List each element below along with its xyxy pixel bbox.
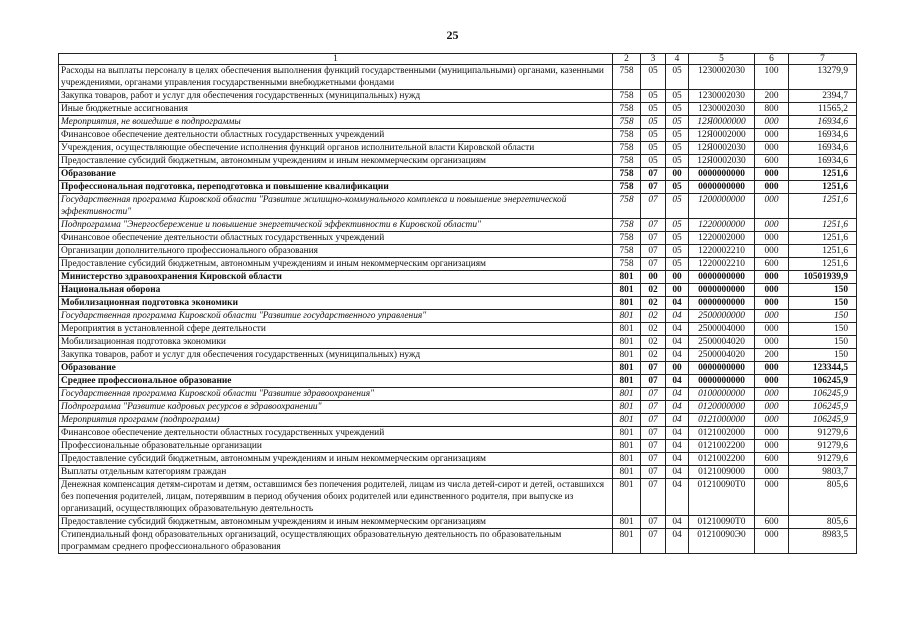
amount-cell: 16934,6	[789, 142, 857, 155]
target-article-cell: 12Я0002030	[689, 155, 755, 168]
amount-cell: 16934,6	[789, 116, 857, 129]
table-row	[59, 297, 857, 310]
amount-cell: 1251,6	[789, 258, 857, 271]
expenditure-name-cell: Денежная компенсация детям-сиротам и детям, оставшимся без попечения родителей, лицам из числа детей-сирот и детей, оставшихся без попечения родителей, лицам, потерявшим в период обучения обоих родителей или единственного родителя, при выпуске из организаций, осуществляющих образовательную деятельность	[59, 479, 613, 516]
amount-cell: 805,6	[789, 479, 857, 516]
amount-cell: 1251,6	[789, 168, 857, 181]
ministry-code-cell: 801	[613, 427, 641, 440]
ministry-code-cell: 801	[613, 310, 641, 323]
ministry-code-cell: 801	[613, 516, 641, 529]
section-code-cell: 02	[641, 323, 666, 336]
section-code-cell: 07	[641, 401, 666, 414]
ministry-code-cell: 801	[613, 297, 641, 310]
expense-type-cell: 000	[755, 336, 789, 349]
ministry-code-cell: 801	[613, 271, 641, 284]
table-row	[59, 168, 857, 181]
subsection-code-cell: 04	[666, 323, 689, 336]
table-row	[59, 466, 857, 479]
target-article-cell: 12Я0000000	[689, 116, 755, 129]
amount-cell: 150	[789, 297, 857, 310]
amount-cell: 16934,6	[789, 129, 857, 142]
subsection-code-cell: 04	[666, 388, 689, 401]
expense-type-cell: 000	[755, 168, 789, 181]
expense-type-cell: 200	[755, 90, 789, 103]
subsection-code-cell: 00	[666, 362, 689, 375]
amount-cell: 805,6	[789, 516, 857, 529]
target-article-cell: 1220002210	[689, 245, 755, 258]
section-code-cell: 07	[641, 529, 666, 554]
expenditure-name-cell: Мобилизационная подготовка экономики	[59, 297, 613, 310]
expense-type-cell: 000	[755, 116, 789, 129]
section-code-cell: 07	[641, 362, 666, 375]
subsection-code-cell: 05	[666, 232, 689, 245]
expense-type-cell: 000	[755, 142, 789, 155]
section-code-cell: 07	[641, 479, 666, 516]
ministry-code-cell: 758	[613, 219, 641, 232]
expense-type-cell: 000	[755, 310, 789, 323]
section-code-cell: 02	[641, 349, 666, 362]
section-code-cell: 07	[641, 466, 666, 479]
expenditure-name-cell: Иные бюджетные ассигнования	[59, 103, 613, 116]
expenditure-name-cell: Образование	[59, 362, 613, 375]
ministry-code-cell: 758	[613, 155, 641, 168]
subsection-code-cell: 05	[666, 129, 689, 142]
target-article-cell: 1230002030	[689, 65, 755, 90]
amount-cell: 150	[789, 310, 857, 323]
expense-type-cell: 000	[755, 271, 789, 284]
ministry-code-cell: 801	[613, 349, 641, 362]
table-row	[59, 258, 857, 271]
table-row	[59, 453, 857, 466]
expense-type-cell: 000	[755, 194, 789, 219]
target-article-cell: 0000000000	[689, 271, 755, 284]
expenditure-name-cell: Профессиональные образовательные организации	[59, 440, 613, 453]
target-article-cell: 2500004020	[689, 349, 755, 362]
amount-cell: 150	[789, 349, 857, 362]
subsection-code-cell: 04	[666, 336, 689, 349]
target-article-cell: 0000000000	[689, 168, 755, 181]
target-article-cell: 0000000000	[689, 284, 755, 297]
expenditure-name-cell: Мероприятия программ (подпрограмм)	[59, 414, 613, 427]
expenditure-name-cell: Государственная программа Кировской области "Развитие государственного управления"	[59, 310, 613, 323]
expenditure-name-cell: Финансовое обеспечение деятельности областных государственных учреждений	[59, 232, 613, 245]
expense-type-cell: 000	[755, 440, 789, 453]
table-row	[59, 116, 857, 129]
section-code-cell: 05	[641, 142, 666, 155]
expenditure-name-cell: Подпрограмма "Энергосбережение и повышение энергетической эффективности в Кировской области"	[59, 219, 613, 232]
target-article-cell: 0121002000	[689, 427, 755, 440]
section-code-cell: 07	[641, 181, 666, 194]
amount-cell: 106245,9	[789, 375, 857, 388]
subsection-code-cell: 05	[666, 194, 689, 219]
target-article-cell: 0121009000	[689, 466, 755, 479]
ministry-code-cell: 758	[613, 245, 641, 258]
table-row	[59, 362, 857, 375]
ministry-code-cell: 758	[613, 181, 641, 194]
target-article-cell: 0121002200	[689, 453, 755, 466]
expense-type-cell: 000	[755, 401, 789, 414]
target-article-cell: 12Я0002000	[689, 129, 755, 142]
section-code-cell: 07	[641, 168, 666, 181]
subsection-code-cell: 05	[666, 245, 689, 258]
expenditure-name-cell: Национальная оборона	[59, 284, 613, 297]
subsection-code-cell: 04	[666, 466, 689, 479]
expenditure-name-cell: Мероприятия, не вошедшие в подпрограммы	[59, 116, 613, 129]
amount-cell: 1251,6	[789, 245, 857, 258]
subsection-code-cell: 00	[666, 168, 689, 181]
expenditure-name-cell: Подпрограмма "Развитие кадровых ресурсов в здравоохранении"	[59, 401, 613, 414]
ministry-code-cell: 801	[613, 529, 641, 554]
subsection-code-cell: 00	[666, 284, 689, 297]
amount-cell: 150	[789, 336, 857, 349]
column-header-5: 5	[689, 54, 755, 65]
expense-type-cell: 600	[755, 258, 789, 271]
expense-type-cell: 200	[755, 349, 789, 362]
expense-type-cell: 600	[755, 155, 789, 168]
expenditure-name-cell: Финансовое обеспечение деятельности областных государственных учреждений	[59, 129, 613, 142]
amount-cell: 16934,6	[789, 155, 857, 168]
section-code-cell: 02	[641, 297, 666, 310]
subsection-code-cell: 04	[666, 375, 689, 388]
table-row	[59, 129, 857, 142]
ministry-code-cell: 758	[613, 90, 641, 103]
target-article-cell: 2500004000	[689, 323, 755, 336]
subsection-code-cell: 04	[666, 479, 689, 516]
amount-cell: 91279,6	[789, 427, 857, 440]
expenditure-name-cell: Государственная программа Кировской области "Развитие здравоохранения"	[59, 388, 613, 401]
table-row	[59, 271, 857, 284]
expenditure-name-cell: Мобилизационная подготовка экономики	[59, 336, 613, 349]
table-row	[59, 440, 857, 453]
section-code-cell: 07	[641, 232, 666, 245]
table-row	[59, 90, 857, 103]
expenditure-name-cell: Организации дополнительного профессионального образования	[59, 245, 613, 258]
target-article-cell: 2500000000	[689, 310, 755, 323]
ministry-code-cell: 801	[613, 466, 641, 479]
amount-cell: 1251,6	[789, 181, 857, 194]
ministry-code-cell: 801	[613, 479, 641, 516]
target-article-cell: 01210090Э0	[689, 529, 755, 554]
section-code-cell: 02	[641, 336, 666, 349]
subsection-code-cell: 00	[666, 271, 689, 284]
section-code-cell: 07	[641, 258, 666, 271]
table-row	[59, 375, 857, 388]
ministry-code-cell: 801	[613, 388, 641, 401]
expense-type-cell: 000	[755, 297, 789, 310]
expenditure-name-cell: Предоставление субсидий бюджетным, автономным учреждениям и иным некоммерческим организациям	[59, 453, 613, 466]
expenditure-name-cell: Государственная программа Кировской области "Развитие жилищно-коммунального комплекса и повышение энергетической эффективности"	[59, 194, 613, 219]
expense-type-cell: 000	[755, 323, 789, 336]
subsection-code-cell: 04	[666, 310, 689, 323]
table-row	[59, 336, 857, 349]
table-row	[59, 427, 857, 440]
budget-table	[58, 53, 857, 554]
expense-type-cell: 000	[755, 529, 789, 554]
table-row	[59, 414, 857, 427]
table-row	[59, 310, 857, 323]
target-article-cell: 0000000000	[689, 297, 755, 310]
table-row	[59, 516, 857, 529]
amount-cell: 8983,5	[789, 529, 857, 554]
table-row	[59, 155, 857, 168]
subsection-code-cell: 04	[666, 529, 689, 554]
expenditure-name-cell: Выплаты отдельным категориям граждан	[59, 466, 613, 479]
ministry-code-cell: 801	[613, 362, 641, 375]
ministry-code-cell: 758	[613, 194, 641, 219]
subsection-code-cell: 05	[666, 90, 689, 103]
subsection-code-cell: 04	[666, 516, 689, 529]
expense-type-cell: 000	[755, 129, 789, 142]
expenditure-name-cell: Закупка товаров, работ и услуг для обеспечения государственных (муниципальных) нужд	[59, 349, 613, 362]
expenditure-name-cell: Предоставление субсидий бюджетным, автономным учреждениям и иным некоммерческим организациям	[59, 155, 613, 168]
amount-cell: 9803,7	[789, 466, 857, 479]
column-header-7: 7	[789, 54, 857, 65]
subsection-code-cell: 04	[666, 297, 689, 310]
section-code-cell: 05	[641, 90, 666, 103]
target-article-cell: 1230002030	[689, 90, 755, 103]
expense-type-cell: 000	[755, 181, 789, 194]
subsection-code-cell: 05	[666, 65, 689, 90]
amount-cell: 106245,9	[789, 401, 857, 414]
section-code-cell: 02	[641, 284, 666, 297]
target-article-cell: 01210090Т0	[689, 479, 755, 516]
subsection-code-cell: 05	[666, 155, 689, 168]
subsection-code-cell: 05	[666, 142, 689, 155]
target-article-cell: 12Я0002030	[689, 142, 755, 155]
section-code-cell: 07	[641, 516, 666, 529]
subsection-code-cell: 04	[666, 440, 689, 453]
section-code-cell: 05	[641, 155, 666, 168]
amount-cell: 1251,6	[789, 219, 857, 232]
section-code-cell: 07	[641, 440, 666, 453]
ministry-code-cell: 758	[613, 232, 641, 245]
section-code-cell: 07	[641, 245, 666, 258]
ministry-code-cell: 758	[613, 142, 641, 155]
amount-cell: 11565,2	[789, 103, 857, 116]
target-article-cell: 0000000000	[689, 375, 755, 388]
expense-type-cell: 000	[755, 245, 789, 258]
expense-type-cell: 800	[755, 103, 789, 116]
amount-cell: 106245,9	[789, 388, 857, 401]
subsection-code-cell: 05	[666, 116, 689, 129]
amount-cell: 1251,6	[789, 232, 857, 245]
expenditure-name-cell: Стипендиальный фонд образовательных организаций, осуществляющих образовательную деятельность по образовательным программам среднего профессионального образования	[59, 529, 613, 554]
ministry-code-cell: 801	[613, 453, 641, 466]
amount-cell: 123344,5	[789, 362, 857, 375]
table-row	[59, 529, 857, 554]
expenditure-name-cell: Предоставление субсидий бюджетным, автономным учреждениям и иным некоммерческим организациям	[59, 258, 613, 271]
expense-type-cell: 000	[755, 466, 789, 479]
section-code-cell: 07	[641, 427, 666, 440]
amount-cell: 91279,6	[789, 440, 857, 453]
subsection-code-cell: 05	[666, 219, 689, 232]
subsection-code-cell: 05	[666, 103, 689, 116]
section-code-cell: 05	[641, 116, 666, 129]
target-article-cell: 1230002030	[689, 103, 755, 116]
expenditure-name-cell: Среднее профессиональное образование	[59, 375, 613, 388]
table-row	[59, 245, 857, 258]
table-row	[59, 103, 857, 116]
table-row	[59, 142, 857, 155]
table-row	[59, 219, 857, 232]
section-code-cell: 05	[641, 103, 666, 116]
target-article-cell: 1220002000	[689, 232, 755, 245]
column-header-1: 1	[59, 54, 613, 65]
subsection-code-cell: 04	[666, 401, 689, 414]
target-article-cell: 1200000000	[689, 194, 755, 219]
section-code-cell: 00	[641, 271, 666, 284]
amount-cell: 2394,7	[789, 90, 857, 103]
section-code-cell: 07	[641, 453, 666, 466]
ministry-code-cell: 758	[613, 116, 641, 129]
ministry-code-cell: 801	[613, 375, 641, 388]
page-number: 25	[446, 28, 459, 42]
expenditure-name-cell: Образование	[59, 168, 613, 181]
expense-type-cell: 000	[755, 388, 789, 401]
expenditure-name-cell: Финансовое обеспечение деятельности областных государственных учреждений	[59, 427, 613, 440]
table-header-row	[59, 54, 857, 65]
expense-type-cell: 000	[755, 479, 789, 516]
subsection-code-cell: 04	[666, 453, 689, 466]
target-article-cell: 0121002200	[689, 440, 755, 453]
ministry-code-cell: 758	[613, 65, 641, 90]
ministry-code-cell: 801	[613, 284, 641, 297]
section-code-cell: 05	[641, 129, 666, 142]
subsection-code-cell: 04	[666, 427, 689, 440]
ministry-code-cell: 758	[613, 129, 641, 142]
ministry-code-cell: 758	[613, 103, 641, 116]
section-code-cell: 07	[641, 388, 666, 401]
expenditure-name-cell: Мероприятия в установленной сфере деятельности	[59, 323, 613, 336]
column-header-6: 6	[755, 54, 789, 65]
subsection-code-cell: 04	[666, 349, 689, 362]
ministry-code-cell: 801	[613, 401, 641, 414]
column-header-3: 3	[641, 54, 666, 65]
expense-type-cell: 600	[755, 453, 789, 466]
expense-type-cell: 100	[755, 65, 789, 90]
expense-type-cell: 000	[755, 284, 789, 297]
subsection-code-cell: 05	[666, 258, 689, 271]
expense-type-cell: 000	[755, 219, 789, 232]
amount-cell: 91279,6	[789, 453, 857, 466]
subsection-code-cell: 04	[666, 414, 689, 427]
section-code-cell: 02	[641, 310, 666, 323]
target-article-cell: 0121000000	[689, 414, 755, 427]
ministry-code-cell: 801	[613, 336, 641, 349]
expense-type-cell: 000	[755, 362, 789, 375]
table-row	[59, 401, 857, 414]
expense-type-cell: 600	[755, 516, 789, 529]
target-article-cell: 1220000000	[689, 219, 755, 232]
table-row	[59, 232, 857, 245]
target-article-cell: 01210090Т0	[689, 516, 755, 529]
section-code-cell: 05	[641, 65, 666, 90]
expenditure-name-cell: Министерство здравоохранения Кировской области	[59, 271, 613, 284]
section-code-cell: 07	[641, 375, 666, 388]
expense-type-cell: 000	[755, 414, 789, 427]
section-code-cell: 07	[641, 414, 666, 427]
ministry-code-cell: 801	[613, 414, 641, 427]
table-row	[59, 65, 857, 90]
column-header-4: 4	[666, 54, 689, 65]
table-row	[59, 349, 857, 362]
target-article-cell: 0000000000	[689, 362, 755, 375]
target-article-cell: 0100000000	[689, 388, 755, 401]
ministry-code-cell: 758	[613, 168, 641, 181]
amount-cell: 106245,9	[789, 414, 857, 427]
ministry-code-cell: 801	[613, 323, 641, 336]
section-code-cell: 07	[641, 194, 666, 219]
target-article-cell: 0000000000	[689, 181, 755, 194]
ministry-code-cell: 758	[613, 258, 641, 271]
subsection-code-cell: 05	[666, 181, 689, 194]
amount-cell: 150	[789, 323, 857, 336]
amount-cell: 13279,9	[789, 65, 857, 90]
section-code-cell: 07	[641, 219, 666, 232]
amount-cell: 1251,6	[789, 194, 857, 219]
expenditure-name-cell: Учреждения, осуществляющие обеспечение исполнения функций органов исполнительной власти Кировской области	[59, 142, 613, 155]
target-article-cell: 2500004020	[689, 336, 755, 349]
table-row	[59, 388, 857, 401]
table-row	[59, 181, 857, 194]
expenditure-name-cell: Предоставление субсидий бюджетным, автономным учреждениям и иным некоммерческим организациям	[59, 516, 613, 529]
ministry-code-cell: 801	[613, 440, 641, 453]
expenditure-name-cell: Профессиональная подготовка, переподготовка и повышение квалификации	[59, 181, 613, 194]
expenditure-name-cell: Расходы на выплаты персоналу в целях обеспечения выполнения функций государственными (муниципальными) органами, казенными учреждениями, органами управления государственными внебюджетными фондами	[59, 65, 613, 90]
table-row	[59, 479, 857, 516]
table-row	[59, 194, 857, 219]
expense-type-cell: 000	[755, 427, 789, 440]
amount-cell: 150	[789, 284, 857, 297]
amount-cell: 10501939,9	[789, 271, 857, 284]
expenditure-name-cell: Закупка товаров, работ и услуг для обеспечения государственных (муниципальных) нужд	[59, 90, 613, 103]
expense-type-cell: 000	[755, 375, 789, 388]
target-article-cell: 0120000000	[689, 401, 755, 414]
table-row	[59, 284, 857, 297]
target-article-cell: 1220002210	[689, 258, 755, 271]
column-header-2: 2	[613, 54, 641, 65]
table-row	[59, 323, 857, 336]
expense-type-cell: 000	[755, 232, 789, 245]
